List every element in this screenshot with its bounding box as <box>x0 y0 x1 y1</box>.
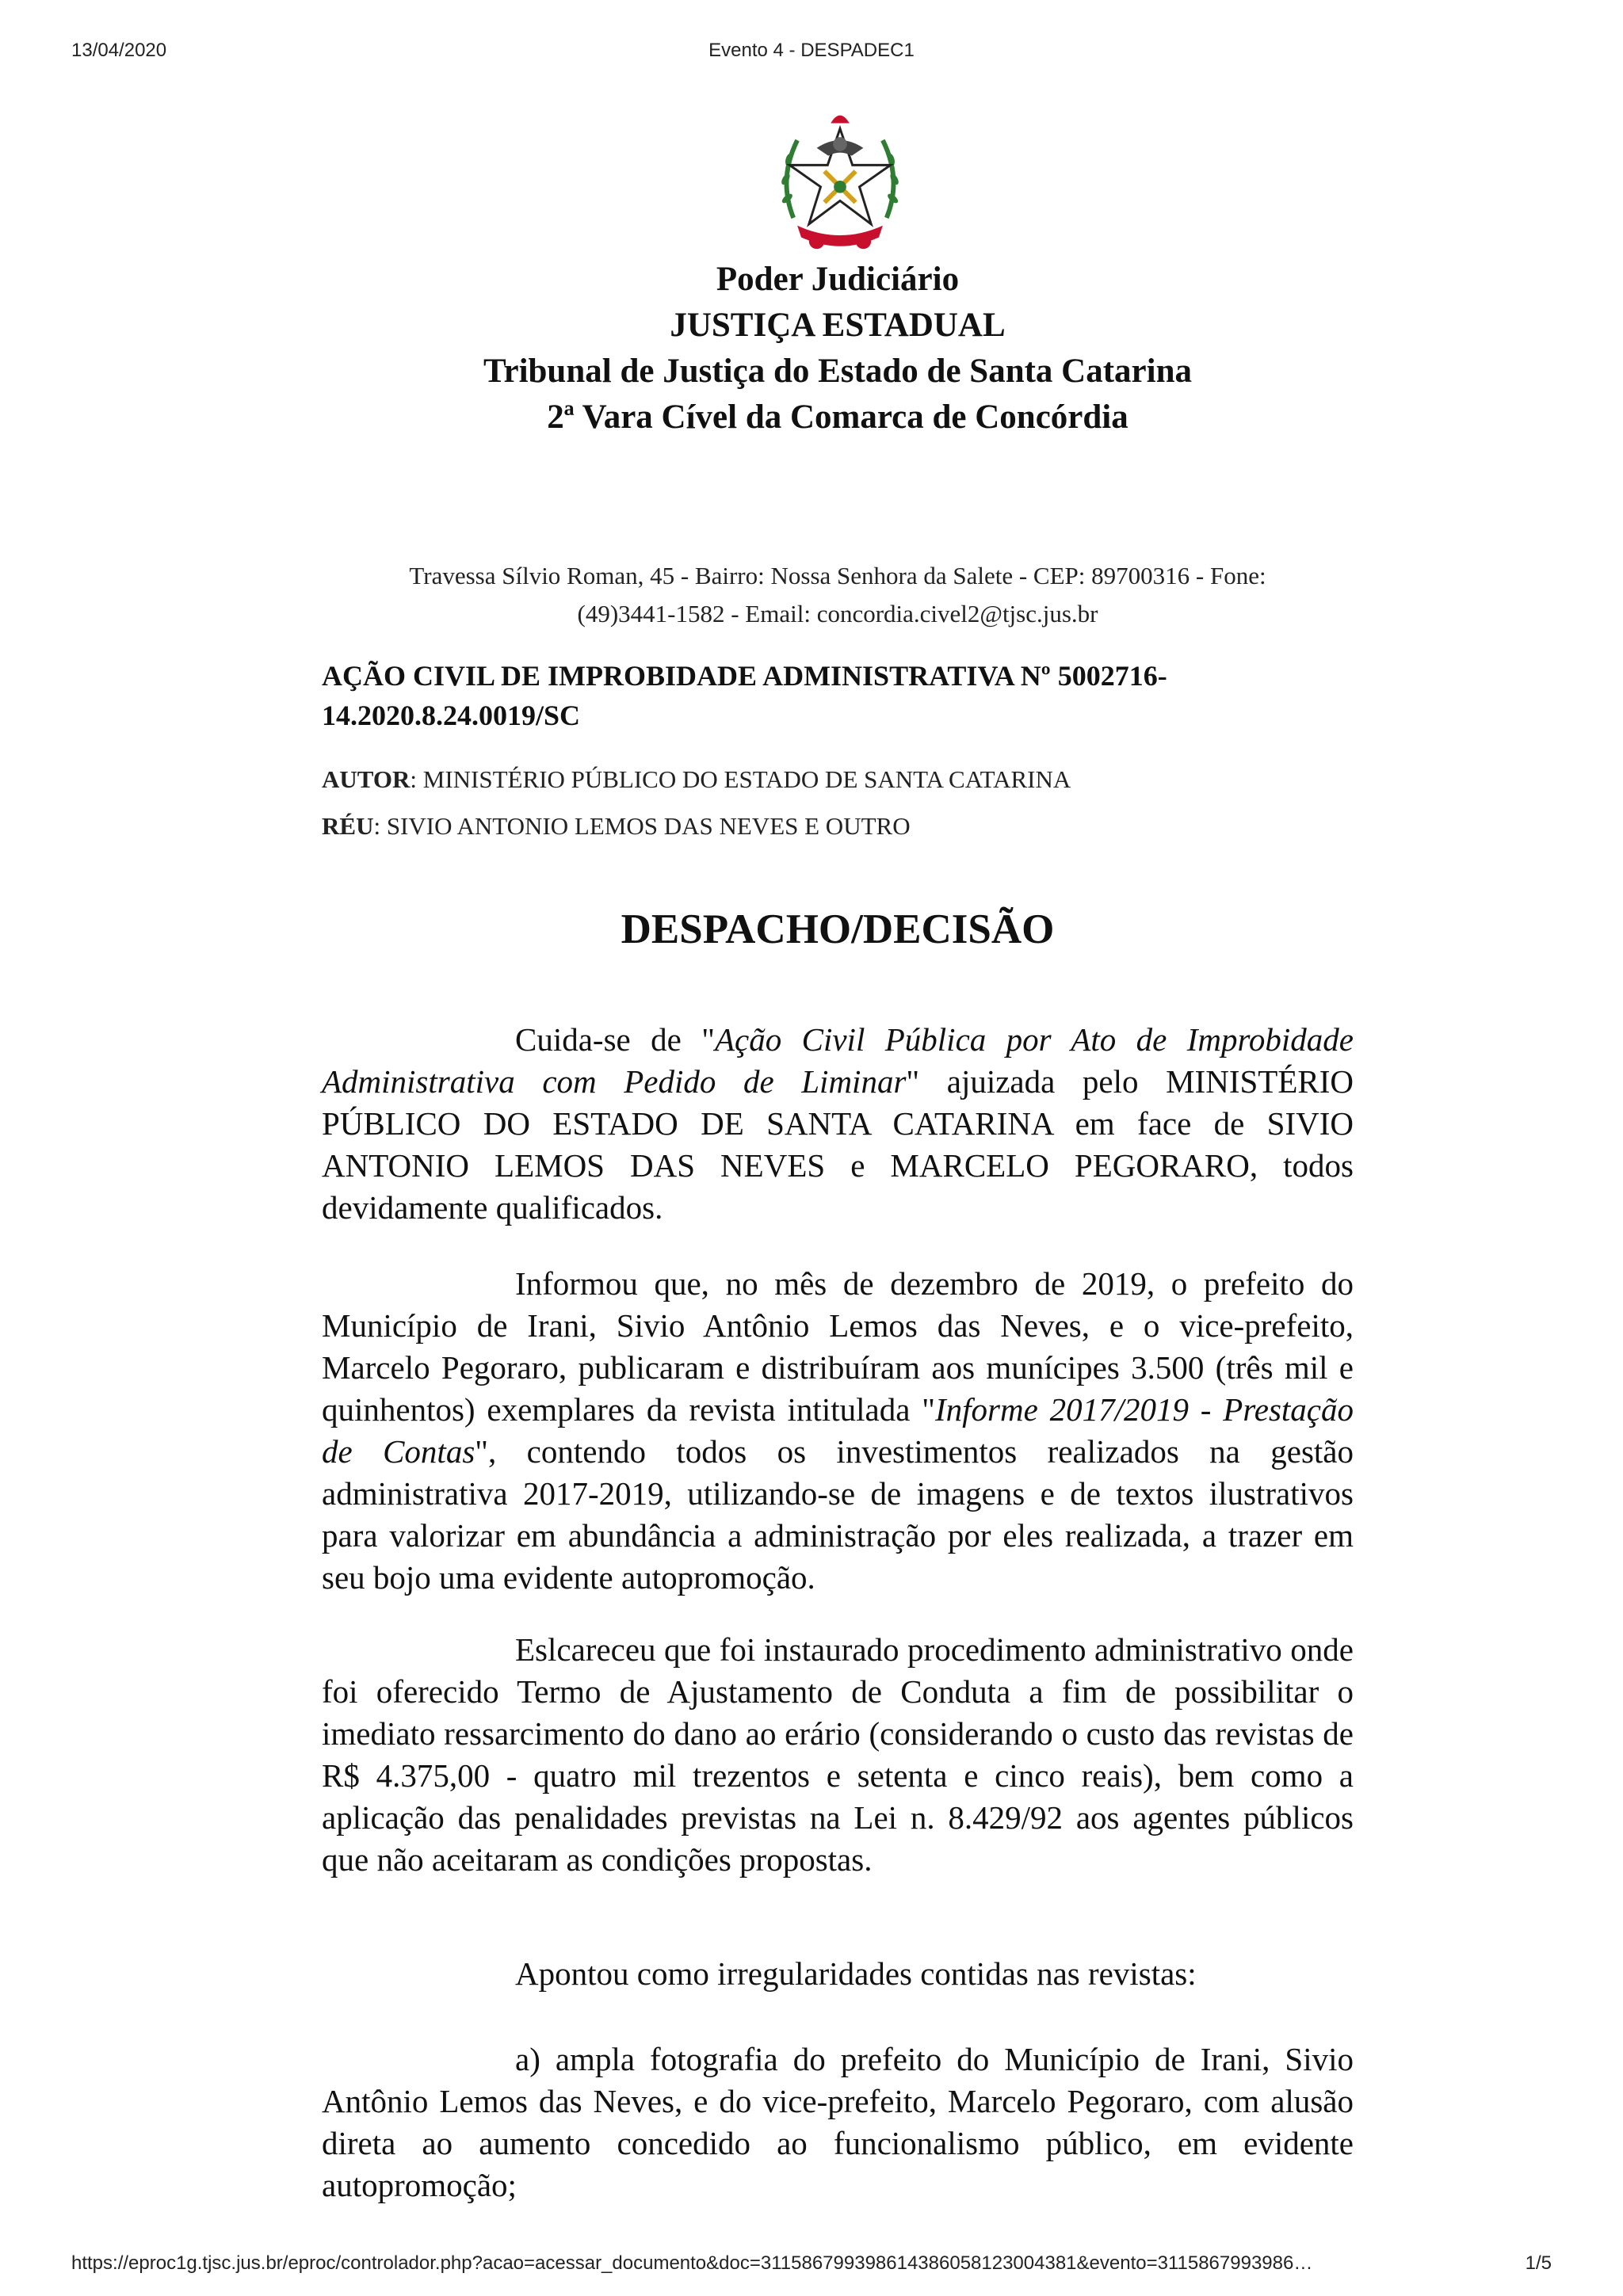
court-address <box>322 557 1354 633</box>
paragraph-2-text-a: Informou que, no mês de dezembro de 2019, o prefeito do Município de Irani, Sivio Antônio Lemos das Neves, e o vice-prefeito, Marcelo Pegoraro, publicaram e distribuíram aos munícipes 3.500 (três mil e quinhentos) exemplares da revista intitulada " <box>322 1265 1354 1428</box>
print-date: 13/04/2020 <box>71 40 167 61</box>
court-header <box>322 257 1354 441</box>
reu-value: : SIVIO ANTONIO LEMOS DAS NEVES E OUTRO <box>373 812 911 840</box>
paragraph-3: Eslcareceu que foi instaurado procedimento administrativo onde foi oferecido Termo de Ajustamento de Conduta a fim de possibilitar o imediato ressarcimento do dano ao erário (considerando o custo das revistas de R$ 4.375,00 - quatro mil trezentos e setenta e cinco reais), bem como a aplicação das penalidades previstas na Lei n. 8.429/92 aos agentes públicos que não aceitaram as condições propostas. <box>322 1631 1354 1878</box>
print-title: Evento 4 - DESPADEC1 <box>708 40 915 61</box>
paragraph-2 <box>322 1263 1354 1599</box>
autor-label: AUTOR <box>322 765 411 793</box>
case-title-line-1: AÇÃO CIVIL DE IMPROBIDADE ADMINISTRATIVA Nº 5002716- <box>322 660 1167 692</box>
page-number: 1/5 <box>1525 2252 1552 2274</box>
paragraph-2-text-b: ", contendo todos os investimentos realizados na gestão administrativa 2017-2019, utilizando-se de imagens e de textos ilustrativos para valorizar em abundância a administração por eles realizada, a trazer em seu bojo uma evidente autopromoção. <box>322 1433 1354 1596</box>
case-title <box>322 656 1354 735</box>
footer-url-link[interactable]: https://eproc1g.tjsc.jus.br/eproc/controlador.php?acao=acessar_documento&doc=311586799398614386058123004381&evento=3115867993986… <box>71 2252 1313 2274</box>
court-line-3: Tribunal de Justiça do Estado de Santa Catarina <box>483 353 1192 390</box>
party-reu <box>322 810 911 842</box>
party-autor <box>322 764 1071 795</box>
address-line-2: (49)3441-1582 - Email: concordia.civel2@tjsc.jus.br <box>577 600 1098 627</box>
paragraph-1 <box>322 1019 1354 1229</box>
court-line-4: 2ª Vara Cível da Comarca de Concórdia <box>547 399 1128 436</box>
address-line-1: Travessa Sílvio Roman, 45 - Bairro: Nossa Senhora da Salete - CEP: 89700316 - Fone: <box>409 562 1266 589</box>
coat-of-arms-icon <box>762 101 918 257</box>
document-page <box>322 101 1354 2203</box>
paragraph-2-italic: Informe 2017/2019 - Prestação de Contas <box>322 1391 1354 1470</box>
autor-value: : MINISTÉRIO PÚBLICO DO ESTADO DE SANTA CATARINA <box>410 765 1071 793</box>
decision-title: DESPACHO/DECISÃO <box>621 906 1055 952</box>
paragraph-1-text-b: " ajuizada pelo MINISTÉRIO PÚBLICO DO ESTADO DE SANTA CATARINA em face de SIVIO ANTONIO LEMOS DAS NEVES e MARCELO PEGORARO, todos devidamente qualificados. <box>322 1063 1354 1226</box>
case-title-line-2: 14.2020.8.24.0019/SC <box>322 700 581 731</box>
paragraph-1-italic: Ação Civil Pública por Ato de Improbidade Administrativa com Pedido de Liminar <box>322 1021 1354 1100</box>
paragraph-4: Apontou como irregularidades contidas nas revistas: <box>515 1955 1197 1992</box>
print-header <box>0 40 1623 65</box>
print-footer <box>0 2252 1623 2278</box>
court-line-2: JUSTIÇA ESTADUAL <box>670 307 1006 344</box>
reu-label: RÉU <box>322 812 374 840</box>
paragraph-1-text-a: Cuida-se de " <box>515 1021 715 1058</box>
court-line-1: Poder Judiciário <box>716 261 960 298</box>
paragraph-5: a) ampla fotografia do prefeito do Município de Irani, Sivio Antônio Lemos das Neves, e do vice-prefeito, Marcelo Pegoraro, com alusão direta ao aumento concedido ao funcionalismo público, em evidente autopromoção; <box>322 2041 1354 2203</box>
